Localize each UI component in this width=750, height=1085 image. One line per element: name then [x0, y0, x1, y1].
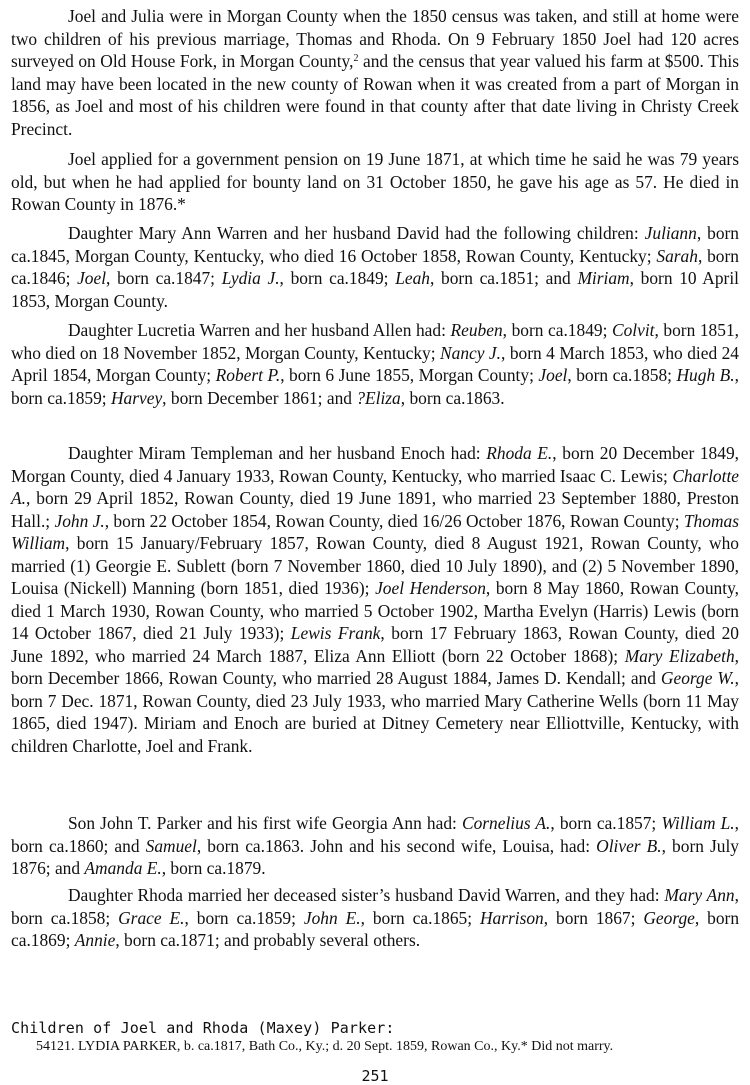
child-name: Colvit — [611, 320, 655, 340]
text-run: , born ca.1851; and — [430, 268, 578, 288]
text-run: , born 15 January/February 1857, Rowan County, died 8 August 1921, Rowan County, who married (1) Georgie E. Sublett (born 7 November 1860, died 10 July 1890), and (2) 5 November 1890, Louisa (Nickell) Manning (born 1851, died 1936); — [11, 533, 739, 598]
text-run: Son John T. Parker and his first wife Georgia Ann had: — [68, 813, 462, 833]
child-name: Charlotte A. — [11, 465, 739, 508]
child-name: Cornelius A. — [462, 813, 551, 833]
child-name: Rhoda E. — [486, 443, 553, 463]
text-run: , born 29 April 1852, Rowan County, died 19 June 1891, who married 23 September 1880, Preston Hall.; — [11, 488, 739, 531]
text-run: , born 4 March 1853, who died 24 April 1854, Morgan County; — [11, 342, 739, 385]
text-run: , born ca.1857; — [550, 813, 662, 833]
child-name: Annie — [74, 930, 116, 950]
text-run: Joel applied for a government pension on 19 June 1871, at which time he said he was 79 years old, but when he had applied for bounty land on 31 October 1850, he gave his age as 57. He died in Rowan County in 1876.* — [11, 149, 739, 214]
text-run: , born ca.1865; — [360, 907, 480, 928]
child-name: Sarah — [656, 245, 698, 266]
child-name: Mary Elizabeth — [624, 645, 735, 666]
child-name: Joel — [538, 365, 568, 385]
child-name: Joel — [77, 268, 107, 288]
paragraph-lucretia-warren-children — [11, 319, 739, 409]
paragraph-joel-pension — [11, 148, 739, 216]
text-run: , born ca.1849; — [279, 268, 396, 288]
text-run: , born ca.1849; — [502, 320, 612, 340]
text-run: , born 10 April 1853, Morgan County. — [11, 268, 740, 311]
text-run: , born ca.1860; and — [11, 813, 740, 856]
child-name: Grace E. — [118, 907, 185, 928]
child-name: Juliann — [644, 223, 697, 243]
text-run: , born 1851, who died on 18 November 1852, Morgan County, Kentucky; — [11, 320, 739, 363]
text-run: , born 20 December 1849, Morgan County, died 4 January 1933, Rowan County, Kentucky, who married Isaac C. Lewis; — [11, 443, 739, 486]
child-name: Hugh B. — [676, 365, 735, 385]
page-number: 251 — [361, 1067, 389, 1085]
footnote-ref: 2 — [353, 53, 359, 64]
child-name: Oliver B. — [596, 835, 662, 856]
text-run: , born 22 October 1854, Rowan County, died 16/26 October 1876, Rowan County; — [104, 510, 684, 531]
text-run: , born December 1866, Rowan County, who married 28 August 1884, James D. Kendall; and — [11, 645, 739, 688]
text-run: , born 1867; — [543, 907, 644, 928]
child-name: George W. — [660, 668, 735, 688]
child-name: John J. — [54, 510, 105, 531]
child-name: Joel Henderson — [375, 578, 486, 598]
text-run: , born July 1876; and — [11, 835, 739, 878]
child-name: Robert P. — [215, 365, 281, 385]
text-run: , born ca.1847; — [106, 268, 222, 288]
child-name: ?Eliza — [356, 387, 401, 408]
child-name: Samuel — [145, 835, 197, 856]
text-run: , born ca.1859; — [184, 907, 304, 928]
text-run: , born ca.1863. — [400, 387, 505, 408]
text-run: , born 6 June 1855, Morgan County; — [280, 365, 539, 385]
child-name: Lewis Frank — [290, 623, 381, 643]
paragraph-miram-templeman-children — [11, 442, 739, 757]
child-name: Miriam — [577, 268, 630, 288]
text-run: Daughter Miram Templeman and her husband Enoch had: — [68, 443, 487, 463]
paragraph-john-parker-children — [11, 812, 739, 880]
text-run: , born December 1861; and — [162, 387, 357, 408]
text-run: Joel and Julia were in Morgan County when the 1850 census was taken, and still at home were two children of his previous marriage, Thomas and Rhoda. On 9 February 1850 Joel had 120 acres surveyed on Old House Fork, in Morgan County, — [11, 6, 739, 71]
text-run: , born ca.1858; — [11, 885, 739, 928]
child-name: Thomas William — [11, 510, 739, 553]
child-name: Amanda E. — [84, 858, 162, 878]
text-run: , born ca.1859; — [11, 365, 739, 408]
text-run: Daughter Lucretia Warren and her husband Allen had: — [68, 320, 451, 340]
text-run: , born ca.1863. John and his second wife, Louisa, had: — [196, 835, 597, 856]
text-run: and the census that year valued his farm at $500. This land may have been located in the new county of Rowan when it was created from a part of Morgan in 1856, as Joel and most of his children were found in that county after that date living in Christy Creek Precinct. — [11, 51, 739, 139]
text-run: , born ca.1845, Morgan County, Kentucky, who died 16 October 1858, Rowan County, Kentucky; — [11, 223, 739, 266]
child-name: Lydia J. — [221, 268, 280, 288]
text-run: Daughter Mary Ann Warren and her husband David had the following children: — [68, 223, 645, 243]
text-run: , born 8 May 1860, Rowan County, died 1 March 1930, Rowan County, who married 5 October 1902, Martha Evelyn (Harris) Lewis (born 14 October 1867, died 21 July 1933); — [11, 578, 739, 643]
child-name: Nancy J. — [440, 342, 501, 363]
child-name: Harrison — [479, 907, 544, 928]
text-run: , born ca.1858; — [567, 365, 677, 385]
text-run: , born ca.1879. — [161, 858, 266, 878]
child-name: John E. — [303, 907, 361, 928]
paragraph-rhoda-children — [11, 884, 739, 952]
child-name: Leah — [395, 268, 430, 288]
text-run: , born ca.1871; and probably several others. — [115, 930, 421, 950]
child-name: George — [643, 907, 695, 928]
text-run: , born ca.1869; — [11, 907, 740, 950]
child-name: Mary Ann — [664, 885, 735, 905]
child-name: Reuben — [450, 320, 503, 340]
paragraph-joel-julia-1850-census — [11, 5, 739, 140]
child-name: Harvey — [110, 387, 163, 408]
children-heading: Children of Joel and Rhoda (Maxey) Parker: — [11, 1019, 395, 1037]
text-run: , born ca.1846; — [11, 245, 739, 288]
child-entry-lydia-parker: 54121. LYDIA PARKER, b. ca.1817, Bath Co., Ky.; d. 20 Sept. 1859, Rowan Co., Ky.* Did not marry. — [36, 1039, 614, 1054]
child-name: William L. — [661, 813, 735, 833]
text-run: , born 7 Dec. 1871, Rowan County, died 23 July 1933, who married Mary Catherine Wells (born 11 May 1865, died 1947). Miriam and Enoch are buried at Ditney Cemetery near Elliottville, Kentucky, with children Charlotte, Joel and Frank. — [11, 668, 739, 756]
paragraph-mary-ann-warren-children — [11, 222, 739, 312]
text-run: Daughter Rhoda married her deceased sister’s husband David Warren, and they had: — [68, 885, 665, 905]
text-run: , born 17 February 1863, Rowan County, died 20 June 1892, who married 24 March 1887, Eliza Ann Elliott (born 22 October 1868); — [11, 623, 739, 666]
